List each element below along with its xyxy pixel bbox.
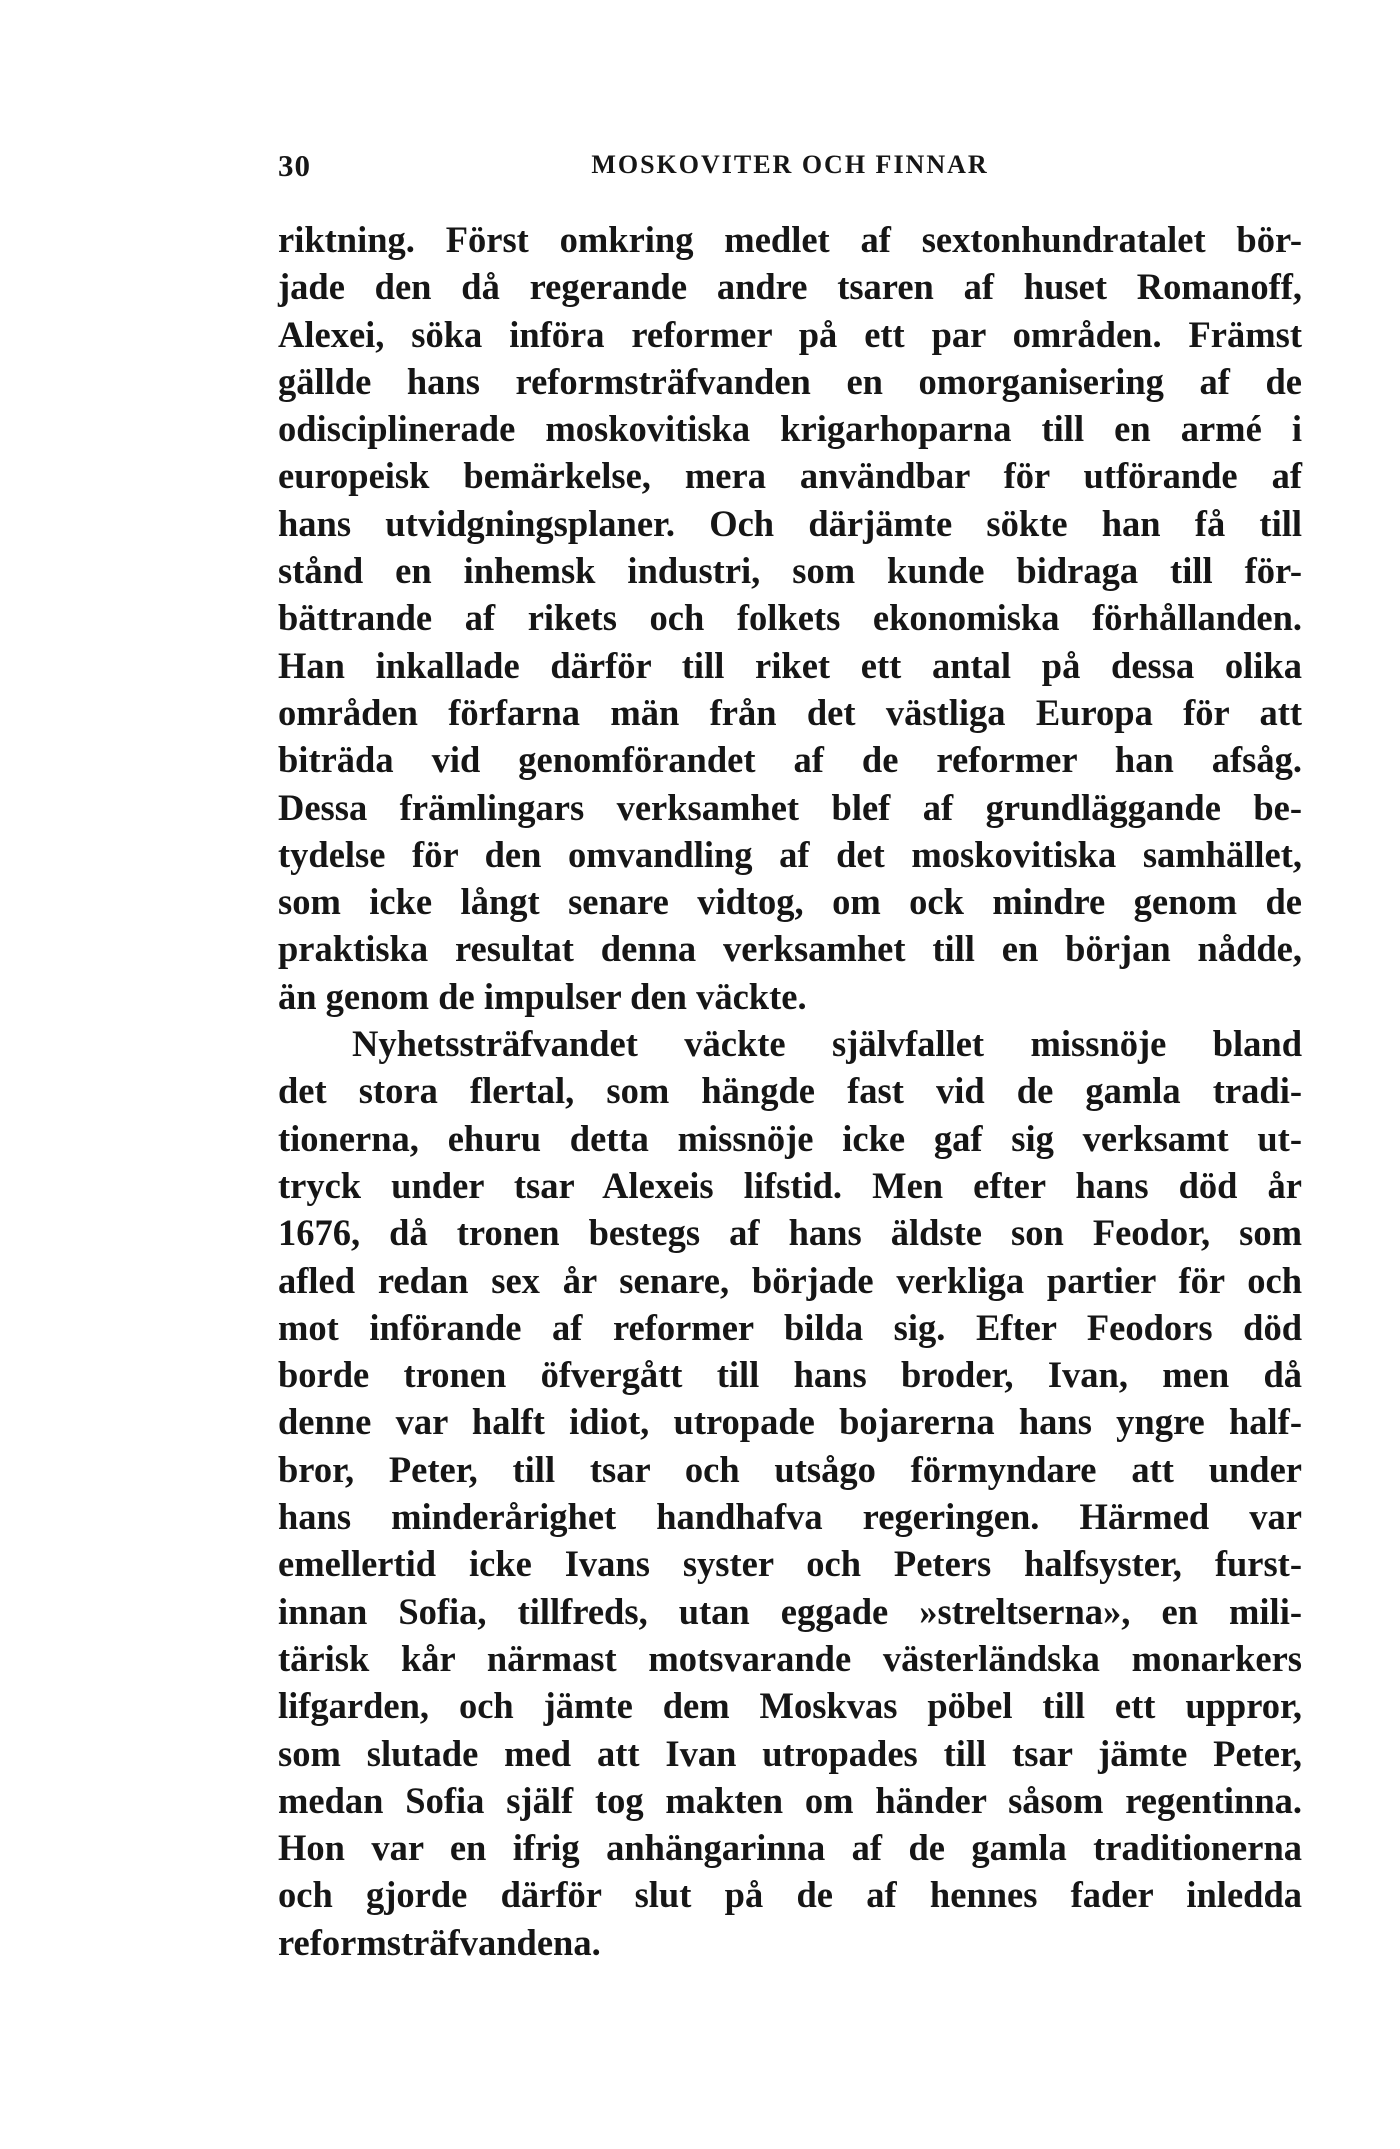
body-text — [278, 216, 1302, 1966]
paragraph-1 — [278, 216, 1302, 1020]
text-line: lifgarden, och jämte dem Moskvas pöbel till ett uppror, — [278, 1685, 1302, 1727]
text-line: och gjorde därför slut på de af hennes fader inledda — [278, 1874, 1302, 1916]
text-line: emellertid icke Ivans syster och Peters halfsyster, furst- — [278, 1543, 1302, 1585]
text-line: jade den då regerande andre tsaren af huset Romanoff, — [278, 266, 1302, 308]
text-line: gällde hans reformsträfvanden en omorganisering af de — [278, 360, 1302, 402]
text-line: Dessa främlingars verksamhet blef af grundläggande be- — [278, 786, 1302, 828]
text-line: som slutade med att Ivan utropades till tsar jämte Peter, — [278, 1732, 1302, 1774]
text-line: biträda vid genomförandet af de reformer han afsåg. — [278, 739, 1302, 781]
text-line: tryck under tsar Alexeis lifstid. Men efter hans död år — [278, 1164, 1302, 1206]
running-head: MOSKOVITER OCH FINNAR — [591, 150, 989, 179]
text-line: hans utvidgningsplaner. Och därjämte sökte han få till — [278, 502, 1302, 544]
text-line: stånd en inhemsk industri, som kunde bidraga till för- — [278, 550, 1302, 592]
text-line: än genom de impulser den väckte. — [278, 975, 807, 1017]
text-line: bror, Peter, till tsar och utsågo förmyndare att under — [278, 1448, 1302, 1490]
text-line: reformsträfvandena. — [278, 1921, 601, 1963]
text-line: Hon var en ifrig anhängarinna af de gamla traditionerna — [278, 1827, 1302, 1869]
text-line: hans minderårighet handhafva regeringen. Härmed var — [278, 1496, 1302, 1538]
text-line: Han inkallade därför till riket ett antal på dessa olika — [278, 644, 1302, 686]
text-line: tärisk kår närmast motsvarande västerländska monarkers — [278, 1637, 1302, 1679]
text-line: bättrande af rikets och folkets ekonomiska förhållanden. — [278, 597, 1302, 639]
text-line: Alexei, söka införa reformer på ett par områden. Främst — [278, 313, 1302, 355]
text-line: riktning. Först omkring medlet af sextonhundratalet bör- — [278, 219, 1302, 260]
text-line: som icke långt senare vidtog, om ock mindre genom de — [278, 881, 1302, 923]
text-line: mot införande af reformer bilda sig. Efter Feodors död — [278, 1306, 1302, 1348]
text-line: innan Sofia, tillfreds, utan eggade »streltserna», en mili- — [278, 1590, 1302, 1632]
text-line: 1676, då tronen bestegs af hans äldste son Feodor, som — [278, 1212, 1302, 1254]
text-line: medan Sofia själf tog makten om händer såsom regentinna. — [278, 1779, 1302, 1821]
text-line: Nyhetssträfvandet väckte självfallet missnöje bland — [352, 1023, 1302, 1065]
text-line: denne var halft idiot, utropade bojarerna hans yngre half- — [278, 1401, 1302, 1443]
text-line: borde tronen öfvergått till hans broder, Ivan, men då — [278, 1354, 1302, 1396]
page-number: 30 — [278, 148, 311, 183]
text-line: europeisk bemärkelse, mera användbar för utförande af — [278, 455, 1302, 497]
paragraph-2 — [278, 1020, 1302, 1966]
text-line: afled redan sex år senare, började verkliga partier för och — [278, 1259, 1302, 1301]
page-header — [278, 148, 1302, 192]
text-line: det stora flertal, som hängde fast vid de gamla tradi- — [278, 1070, 1302, 1112]
text-line: tionerna, ehuru detta missnöje icke gaf sig verksamt ut- — [278, 1117, 1302, 1159]
text-line: tydelse för den omvandling af det moskovitiska samhället, — [278, 833, 1302, 875]
text-line: områden förfarna män från det västliga Europa för att — [278, 691, 1302, 733]
text-line: praktiska resultat denna verksamhet till en början nådde, — [278, 928, 1302, 970]
text-line: odisciplinerade moskovitiska krigarhoparna till en armé i — [278, 408, 1302, 450]
